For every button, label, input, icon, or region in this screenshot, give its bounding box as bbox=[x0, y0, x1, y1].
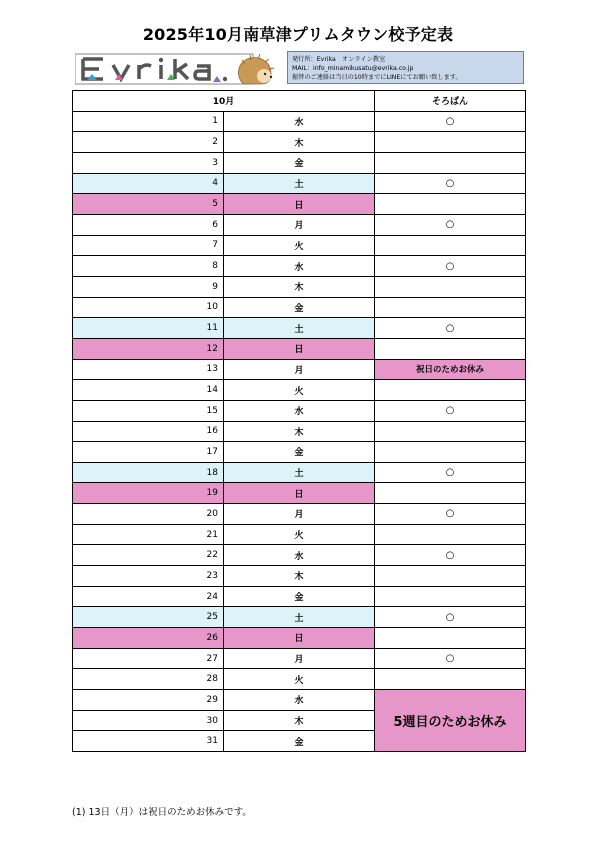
empty-cell bbox=[375, 194, 526, 215]
weekday-label: 月 bbox=[224, 214, 375, 235]
day-number: 1 bbox=[73, 111, 224, 132]
weekday-label: 日 bbox=[224, 194, 375, 215]
weekday-label: 火 bbox=[224, 235, 375, 256]
table-row bbox=[73, 483, 526, 504]
holiday-note: 祝日のためお休み bbox=[375, 359, 526, 380]
day-number: 22 bbox=[73, 545, 224, 566]
day-number: 5 bbox=[73, 194, 224, 215]
day-number: 23 bbox=[73, 566, 224, 587]
day-number: 30 bbox=[73, 710, 224, 731]
lesson-cell bbox=[375, 504, 526, 525]
lesson-cell bbox=[375, 400, 526, 421]
table-row bbox=[73, 442, 526, 463]
day-number: 2 bbox=[73, 132, 224, 153]
lesson-mark: ○ bbox=[445, 405, 455, 417]
weekday-label: 日 bbox=[224, 483, 375, 504]
table-row bbox=[73, 297, 526, 318]
table-row bbox=[73, 152, 526, 173]
table-row bbox=[73, 214, 526, 235]
footnote: (1) 13日（月）は祝日のためお休みです。 bbox=[72, 807, 252, 818]
table-row bbox=[73, 276, 526, 297]
day-number: 15 bbox=[73, 400, 224, 421]
lesson-mark: ○ bbox=[445, 467, 455, 479]
day-number: 29 bbox=[73, 690, 224, 711]
weekday-label: 土 bbox=[224, 607, 375, 628]
course-header: そろばん bbox=[375, 91, 526, 112]
lesson-mark: ○ bbox=[445, 653, 455, 665]
day-number: 13 bbox=[73, 359, 224, 380]
mail-line: MAIL：info_minamikusatu@evrika.co.jp bbox=[292, 65, 414, 72]
lesson-cell bbox=[375, 214, 526, 235]
weekday-label: 水 bbox=[224, 545, 375, 566]
table-row bbox=[73, 504, 526, 525]
weekday-label: 水 bbox=[224, 111, 375, 132]
table-row bbox=[73, 256, 526, 277]
weekday-label: 月 bbox=[224, 648, 375, 669]
table-row bbox=[73, 400, 526, 421]
lesson-mark: ○ bbox=[445, 219, 455, 231]
weekday-label: 水 bbox=[224, 690, 375, 711]
weekday-label: 水 bbox=[224, 400, 375, 421]
day-number: 17 bbox=[73, 442, 224, 463]
table-row bbox=[73, 359, 526, 380]
schedule-table bbox=[72, 90, 526, 752]
day-number: 21 bbox=[73, 524, 224, 545]
weekday-label: 金 bbox=[224, 297, 375, 318]
table-row bbox=[73, 380, 526, 401]
lesson-cell bbox=[375, 607, 526, 628]
weekday-label: 木 bbox=[224, 566, 375, 587]
lesson-cell bbox=[375, 462, 526, 483]
lesson-cell bbox=[375, 111, 526, 132]
weekday-label: 火 bbox=[224, 669, 375, 690]
empty-cell bbox=[375, 566, 526, 587]
table-row bbox=[73, 545, 526, 566]
day-number: 9 bbox=[73, 276, 224, 297]
table-row bbox=[73, 628, 526, 649]
lesson-cell bbox=[375, 648, 526, 669]
lesson-mark: ○ bbox=[445, 508, 455, 520]
weekday-label: 月 bbox=[224, 504, 375, 525]
empty-cell bbox=[375, 586, 526, 607]
empty-cell bbox=[375, 297, 526, 318]
table-row bbox=[73, 338, 526, 359]
table-row bbox=[73, 524, 526, 545]
day-number: 12 bbox=[73, 338, 224, 359]
publisher-line: 発行所：Evrika オンライン教室 bbox=[292, 56, 386, 63]
empty-cell bbox=[375, 442, 526, 463]
day-number: 20 bbox=[73, 504, 224, 525]
closed-note: 5週目のためお休み bbox=[375, 690, 526, 752]
lesson-cell bbox=[375, 545, 526, 566]
weekday-label: 木 bbox=[224, 710, 375, 731]
notice-line: 振替のご連絡は当日の10時までにLINEにてお願い致します。 bbox=[292, 74, 462, 81]
empty-cell bbox=[375, 483, 526, 504]
lesson-mark: ○ bbox=[445, 611, 455, 623]
empty-cell bbox=[375, 524, 526, 545]
table-row bbox=[73, 690, 526, 711]
table-row bbox=[73, 566, 526, 587]
weekday-label: 火 bbox=[224, 380, 375, 401]
table-row bbox=[73, 586, 526, 607]
weekday-label: 金 bbox=[224, 586, 375, 607]
weekday-label: 木 bbox=[224, 132, 375, 153]
weekday-label: 木 bbox=[224, 421, 375, 442]
table-header-row bbox=[73, 91, 526, 112]
day-number: 26 bbox=[73, 628, 224, 649]
table-row bbox=[73, 235, 526, 256]
table-row bbox=[73, 648, 526, 669]
evrika-logo bbox=[75, 50, 285, 88]
lesson-cell bbox=[375, 256, 526, 277]
lesson-mark: ○ bbox=[445, 177, 455, 189]
weekday-label: 月 bbox=[224, 359, 375, 380]
month-header: 10月 bbox=[73, 91, 375, 112]
day-number: 31 bbox=[73, 731, 224, 752]
empty-cell bbox=[375, 669, 526, 690]
page-title: 2025年10月南草津プリムタウン校予定表 bbox=[142, 25, 454, 44]
weekday-label: 金 bbox=[224, 442, 375, 463]
weekday-label: 日 bbox=[224, 338, 375, 359]
empty-cell bbox=[375, 276, 526, 297]
table-row bbox=[73, 462, 526, 483]
table-row bbox=[73, 111, 526, 132]
weekday-label: 金 bbox=[224, 152, 375, 173]
day-number: 10 bbox=[73, 297, 224, 318]
empty-cell bbox=[375, 152, 526, 173]
day-number: 28 bbox=[73, 669, 224, 690]
empty-cell bbox=[375, 421, 526, 442]
lesson-cell bbox=[375, 173, 526, 194]
lesson-mark: ○ bbox=[445, 322, 455, 334]
day-number: 24 bbox=[73, 586, 224, 607]
day-number: 16 bbox=[73, 421, 224, 442]
table-row bbox=[73, 669, 526, 690]
table-row bbox=[73, 194, 526, 215]
weekday-label: 水 bbox=[224, 256, 375, 277]
empty-cell bbox=[375, 380, 526, 401]
empty-cell bbox=[375, 628, 526, 649]
table-row bbox=[73, 318, 526, 339]
weekday-label: 土 bbox=[224, 462, 375, 483]
lesson-cell bbox=[375, 318, 526, 339]
day-number: 7 bbox=[73, 235, 224, 256]
lesson-mark: ○ bbox=[445, 260, 455, 272]
day-number: 4 bbox=[73, 173, 224, 194]
table-row bbox=[73, 607, 526, 628]
publisher-info-box bbox=[287, 51, 524, 84]
lesson-mark: ○ bbox=[445, 549, 455, 561]
day-number: 6 bbox=[73, 214, 224, 235]
day-number: 19 bbox=[73, 483, 224, 504]
lesson-mark: ○ bbox=[445, 115, 455, 127]
day-number: 11 bbox=[73, 318, 224, 339]
weekday-label: 土 bbox=[224, 318, 375, 339]
day-number: 8 bbox=[73, 256, 224, 277]
weekday-label: 金 bbox=[224, 731, 375, 752]
day-number: 14 bbox=[73, 380, 224, 401]
day-number: 27 bbox=[73, 648, 224, 669]
table-row bbox=[73, 173, 526, 194]
weekday-label: 日 bbox=[224, 628, 375, 649]
day-number: 25 bbox=[73, 607, 224, 628]
table-row bbox=[73, 132, 526, 153]
weekday-label: 木 bbox=[224, 276, 375, 297]
day-number: 3 bbox=[73, 152, 224, 173]
table-row bbox=[73, 421, 526, 442]
weekday-label: 土 bbox=[224, 173, 375, 194]
day-number: 18 bbox=[73, 462, 224, 483]
empty-cell bbox=[375, 338, 526, 359]
weekday-label: 火 bbox=[224, 524, 375, 545]
empty-cell bbox=[375, 132, 526, 153]
empty-cell bbox=[375, 235, 526, 256]
